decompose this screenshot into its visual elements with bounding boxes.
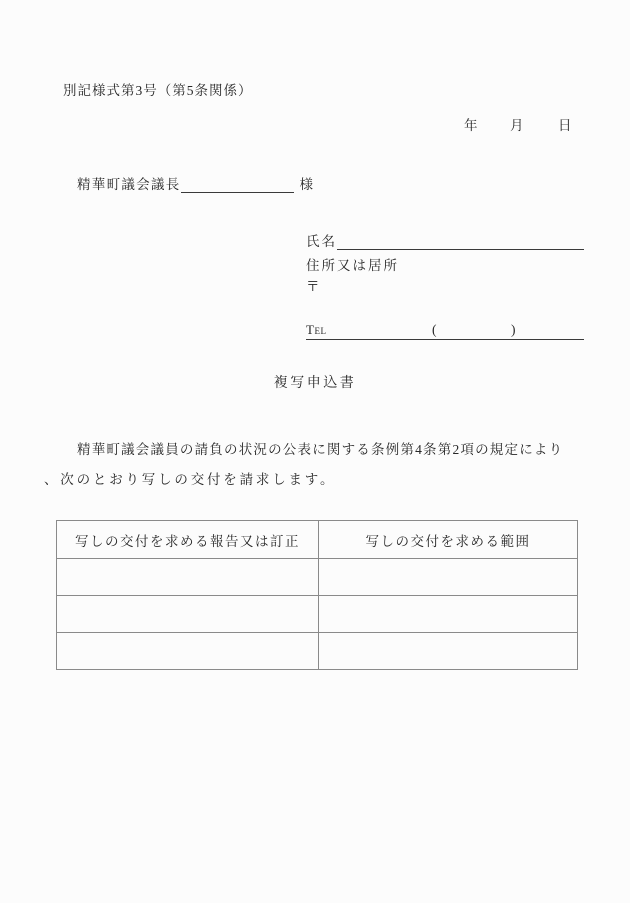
- table-cell: [57, 633, 319, 670]
- tel-field-row: [306, 322, 584, 340]
- addressee-honorific: 様: [299, 177, 313, 192]
- body-text-line1: 精華町議会議員の請負の状況の公表に関する条例第4条第2項の規定により: [77, 442, 564, 457]
- tel-label-el: EL: [314, 326, 327, 336]
- document-title: 複写申込書: [273, 376, 357, 391]
- table-header-row: [57, 521, 578, 559]
- table-row: [57, 596, 578, 633]
- name-field-row: [306, 233, 584, 250]
- table-cell: [57, 559, 319, 596]
- form-id-label: 別記様式第3号（第5条関係）: [63, 83, 253, 98]
- table-header-report: 写しの交付を求める報告又は訂正: [57, 521, 319, 559]
- request-table: [56, 520, 578, 670]
- date-month-label: 月: [510, 118, 524, 133]
- table-row: [57, 559, 578, 596]
- name-label: 氏名: [306, 234, 337, 249]
- addressee-title: 精華町議会議長: [77, 177, 181, 192]
- tel-label-t: T: [306, 322, 315, 337]
- name-blank: [337, 234, 584, 250]
- addressee-line: [77, 176, 313, 193]
- postal-mark-icon: 〒: [306, 279, 322, 294]
- body-text-line2: 、次のとおり写しの交付を請求します。: [44, 472, 337, 487]
- tel-paren-open: (: [432, 322, 437, 337]
- tel-paren-close: ): [511, 322, 516, 337]
- addressee-name-blank: [181, 177, 294, 193]
- table-cell: [319, 596, 578, 633]
- table-header-scope: 写しの交付を求める範囲: [319, 521, 578, 559]
- table-cell: [319, 633, 578, 670]
- table-row: [57, 633, 578, 670]
- table-cell: [319, 559, 578, 596]
- address-label: 住所又は居所: [306, 258, 399, 273]
- date-year-label: 年: [464, 118, 478, 133]
- date-day-label: 日: [558, 118, 572, 133]
- tel-label: [306, 322, 326, 338]
- table-cell: [57, 596, 319, 633]
